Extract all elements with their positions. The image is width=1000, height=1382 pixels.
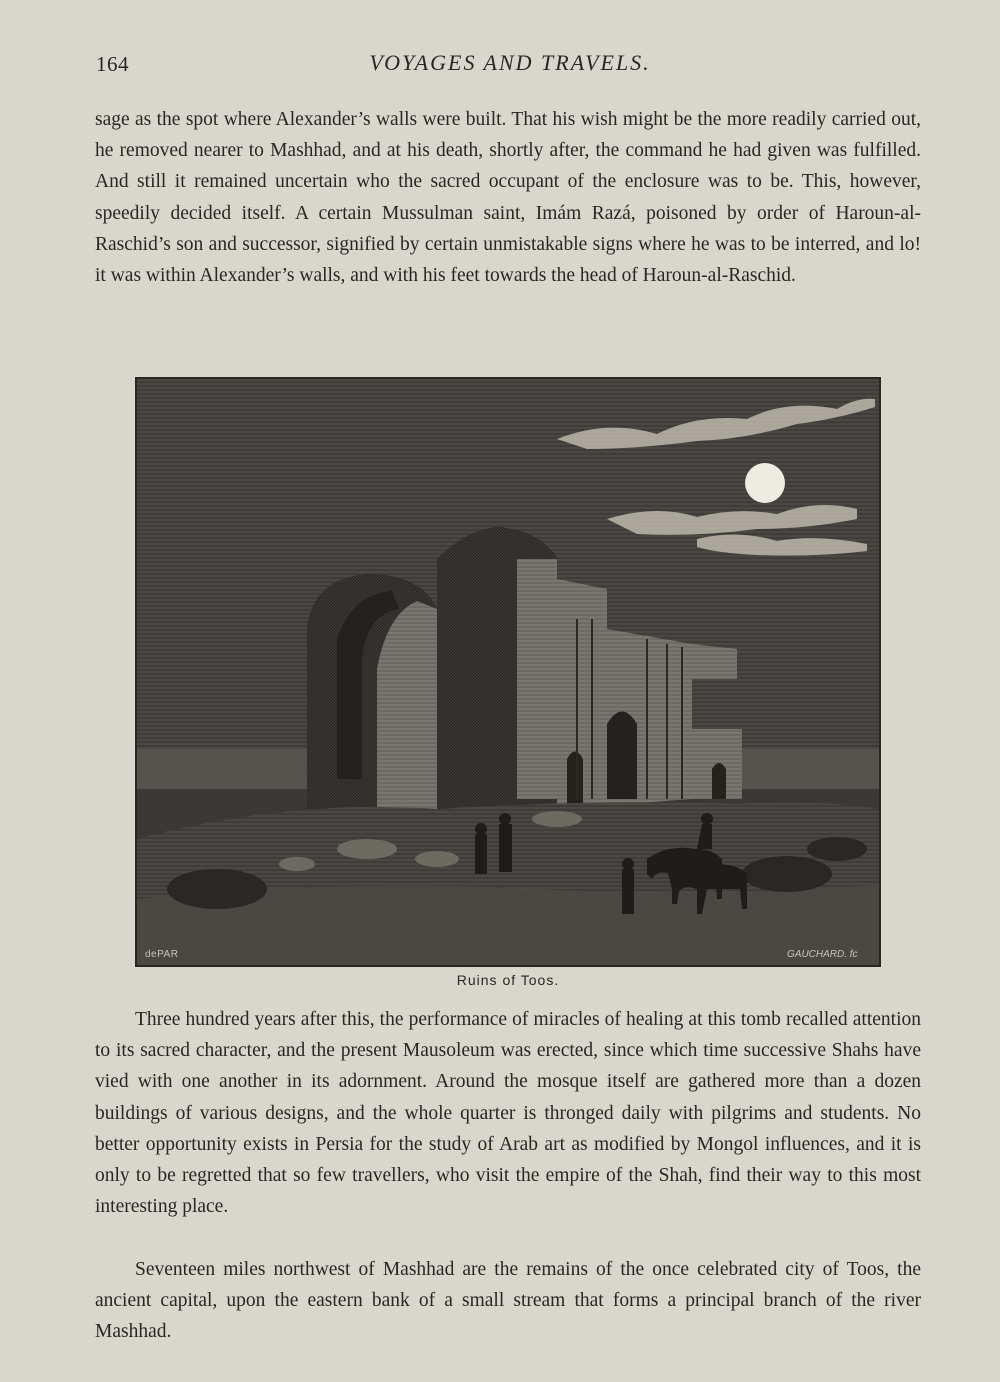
page-number: 164 xyxy=(96,52,129,76)
figure-caption: Ruins of Toos. xyxy=(456,972,560,988)
engraving-illustration xyxy=(137,379,879,965)
body-paragraph: Seventeen miles northwest of Mashhad are the remains of the once celebrated city of Toos, the ancient capital, upon the eastern bank of a small stream that forms a principal branch of the river Mashhad. xyxy=(95,1259,921,1343)
body-paragraph: Three hundred years after this, the performance of miracles of healing at this tomb recalled attention to its sacred character, and the present Mausoleum was erected, since which time successive Shahs have vied with one another in its adornment. Around the mosque itself are gathered more than a dozen buildings of various designs, and the whole quarter is thronged daily with pilgrims and students. No better opportunity exists in Persia for the study of Arab art as modified by Mongol influences, and it is only to be regretted that so few travellers, who visit the empire of the Shah, find their way to this most interesting place. xyxy=(95,1009,921,1218)
running-title: VOYAGES AND TRAVELS. xyxy=(369,50,651,75)
body-paragraph: sage as the spot where Alexander’s walls were built. That his wish might be the more readily carried out, he removed nearer to Mashhad, and at his death, shortly after, the command he had given was fulfilled. And still it remained uncertain who the sacred occupant of the enclosure was to be. This, however, speedily decided itself. A certain Mussulman saint, Imám Razá, poisoned by order of Haroun-al-Raschid’s son and successor, signified by certain unmistakable signs where he was to be interred, and lo! it was within Alexander’s walls, and with his feet towards the head of Haroun-al-Raschid. xyxy=(95,109,921,287)
engraver-signature-left: dePAR xyxy=(145,949,179,960)
ruined-arch xyxy=(307,574,437,809)
moon xyxy=(745,463,785,503)
engraving-ruins-of-toos xyxy=(135,377,881,967)
engraver-signature-right: GAUCHARD. fc xyxy=(787,949,858,960)
